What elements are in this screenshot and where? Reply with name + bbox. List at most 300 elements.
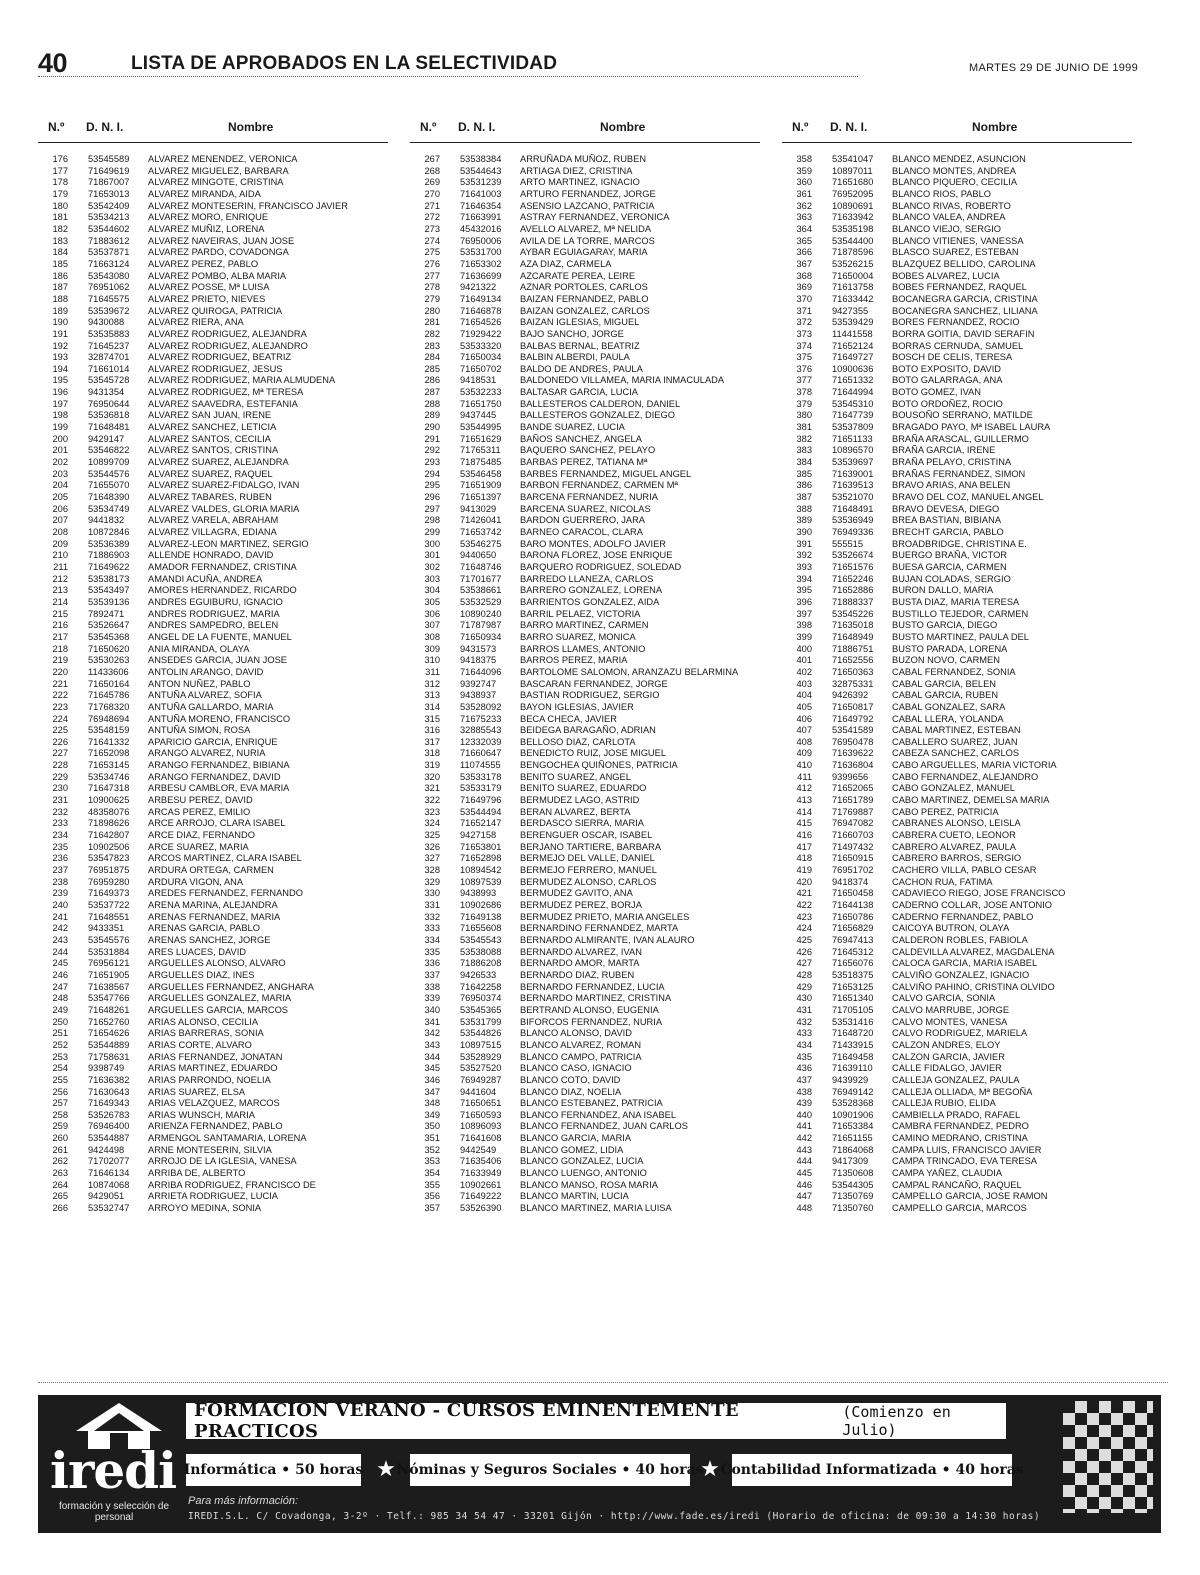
- row-dni: 53548159: [88, 725, 130, 736]
- list-row: [782, 224, 1132, 236]
- row-name: ANSEDES GARCIA, JUAN JOSE: [148, 655, 287, 666]
- row-dni: 71660647: [460, 748, 502, 759]
- list-row: [410, 1203, 760, 1215]
- row-name: ARIAS FERNANDEZ, JONATAN: [148, 1051, 283, 1062]
- row-name: BERMEJO FERRERO, MANUEL: [520, 865, 657, 876]
- list-row: [782, 667, 1132, 679]
- list-row: [782, 317, 1132, 329]
- list-row: [38, 1040, 388, 1052]
- list-row: [410, 562, 760, 574]
- list-row: [782, 818, 1132, 830]
- list-row: [410, 1098, 760, 1110]
- row-dni: 9431354: [88, 387, 125, 398]
- row-name: BLANCO VIEJO, SERGIO: [892, 223, 1002, 234]
- list-row: [38, 818, 388, 830]
- row-number: 262: [52, 1156, 68, 1167]
- row-number: 222: [52, 690, 68, 701]
- list-row: [38, 667, 388, 679]
- list-row: [782, 1191, 1132, 1203]
- list-row: [410, 352, 760, 364]
- row-name: AZA DIAZ, CARMELA: [520, 258, 612, 269]
- list-row: [782, 177, 1132, 189]
- row-number: 229: [52, 771, 68, 782]
- row-number: 298: [424, 515, 440, 526]
- list-row: [38, 877, 388, 889]
- row-name: ANTUÑA ALVAREZ, SOFIA: [148, 690, 262, 701]
- row-dni: 71656829: [832, 923, 874, 934]
- row-dni: 9417309: [832, 1156, 869, 1167]
- row-dni: 9426392: [832, 690, 869, 701]
- list-row: [410, 923, 760, 935]
- row-number: 439: [796, 1098, 812, 1109]
- row-dni: 71644994: [832, 387, 874, 398]
- list-row: [410, 1063, 760, 1075]
- list-row: [782, 772, 1132, 784]
- list-row: [410, 504, 760, 516]
- row-dni: 9426533: [460, 969, 497, 980]
- list-row: [410, 935, 760, 947]
- row-number: 260: [52, 1133, 68, 1144]
- row-name: CADAVIECO RIEGO, JOSE FRANCISCO: [892, 888, 1066, 899]
- row-dni: 10900625: [88, 795, 130, 806]
- row-number: 356: [424, 1191, 440, 1202]
- list-row: [38, 1087, 388, 1099]
- row-dni: 9421322: [460, 282, 497, 293]
- list-row: [410, 247, 760, 259]
- list-row: [782, 1121, 1132, 1133]
- row-name: BLANCO MENDEZ, ASUNCION: [892, 154, 1026, 164]
- row-number: 301: [424, 550, 440, 561]
- list-row: [782, 585, 1132, 597]
- list-row: [410, 993, 760, 1005]
- row-number: 367: [796, 258, 812, 269]
- list-row: [410, 422, 760, 434]
- list-row: [38, 609, 388, 621]
- row-dni: 71651629: [460, 433, 502, 444]
- row-number: 292: [424, 445, 440, 456]
- list-row: [38, 189, 388, 201]
- row-number: 320: [424, 771, 440, 782]
- row-dni: 53526783: [88, 1109, 130, 1120]
- header-number: N.º: [792, 120, 809, 134]
- list-row: [410, 364, 760, 376]
- row-dni: 53545368: [88, 631, 130, 642]
- row-dni: 71649792: [832, 713, 874, 724]
- row-number: 357: [424, 1203, 440, 1214]
- list-row: [782, 958, 1132, 970]
- row-number: 423: [796, 911, 812, 922]
- row-number: 246: [52, 969, 68, 980]
- list-row: [38, 690, 388, 702]
- row-name: CABAL MARTINEZ, ESTEBAN: [892, 725, 1021, 736]
- row-number: 278: [424, 282, 440, 293]
- row-name: BALLESTEROS CALDERON, DANIEL: [520, 398, 681, 409]
- row-dni: 53536818: [88, 410, 130, 421]
- row-name: ALVAREZ-LEON MARTINEZ, SERGIO: [148, 538, 309, 549]
- list-row: [782, 574, 1132, 586]
- row-number: 206: [52, 503, 68, 514]
- row-name: AMADOR FERNANDEZ, CRISTINA: [148, 561, 297, 572]
- row-dni: 71654626: [88, 1028, 130, 1039]
- row-number: 412: [796, 783, 812, 794]
- row-dni: 53544887: [88, 1133, 130, 1144]
- row-number: 274: [424, 235, 440, 246]
- row-number: 198: [52, 410, 68, 421]
- row-name: BLANCO DIAZ, NOELIA: [520, 1086, 622, 1097]
- row-name: BERMEJO DEL VALLE, DANIEL: [520, 853, 655, 864]
- row-name: CABAL FERNANDEZ, SONIA: [892, 666, 1016, 677]
- row-name: CAMPA YAÑEZ, CLAUDIA: [892, 1168, 1003, 1179]
- row-name: CALDEVILLA ALVAREZ, MAGDALENA: [892, 946, 1055, 957]
- row-name: CADERNO FERNANDEZ, PABLO: [892, 911, 1034, 922]
- row-name: BOCANEGRA GARCIA, CRISTINA: [892, 293, 1038, 304]
- contact-address: IREDI.S.L. C/ Covadonga, 3-2º · Telf.: 985 34 54 47 · 33201 Gijón · http://www.fade.es/iredi (Horario de oficina: de 09:30 a 14:30 horas): [188, 1511, 1041, 1522]
- row-name: CALVO MONTES, VANESA: [892, 1016, 1008, 1027]
- row-number: 185: [52, 258, 68, 269]
- row-number: 379: [796, 398, 812, 409]
- list-row: [782, 620, 1132, 632]
- list-row: [410, 1168, 760, 1180]
- list-row: [38, 1168, 388, 1180]
- row-number: 347: [424, 1086, 440, 1097]
- row-name: ALVAREZ SAAVEDRA, ESTEFANIA: [148, 398, 298, 409]
- row-dni: 53546275: [460, 538, 502, 549]
- row-number: 255: [52, 1074, 68, 1085]
- row-number: 387: [796, 492, 812, 503]
- row-dni: 71642807: [88, 830, 130, 841]
- row-dni: 71651397: [460, 492, 502, 503]
- row-dni: 53533179: [460, 783, 502, 794]
- row-dni: 71652898: [460, 853, 502, 864]
- row-dni: 9441604: [460, 1086, 497, 1097]
- list-row: [410, 492, 760, 504]
- row-dni: 10894542: [460, 865, 502, 876]
- list-row: [782, 679, 1132, 691]
- row-dni: 71652098: [88, 748, 130, 759]
- row-name: BARONA FLOREZ, JOSE ENRIQUE: [520, 550, 673, 561]
- row-dni: 53546458: [460, 468, 502, 479]
- list-row: [38, 515, 388, 527]
- row-number: 212: [52, 573, 68, 584]
- list-row: [410, 1040, 760, 1052]
- list-row: [782, 236, 1132, 248]
- row-number: 343: [424, 1039, 440, 1050]
- row-number: 364: [796, 223, 812, 234]
- row-number: 287: [424, 387, 440, 398]
- row-dni: 9392747: [460, 678, 497, 689]
- row-number: 339: [424, 993, 440, 1004]
- row-dni: 71636699: [460, 270, 502, 281]
- row-name: ARROJO DE LA IGLESIA, VANESA: [148, 1156, 297, 1167]
- row-name: ARIAS SUAREZ, ELSA: [148, 1086, 246, 1097]
- row-dni: 71651905: [88, 969, 130, 980]
- row-name: ARDURA VIGON, ANA: [148, 876, 244, 887]
- row-name: BARQUERO RODRIGUEZ, SOLEDAD: [520, 561, 682, 572]
- list-row: [410, 282, 760, 294]
- row-name: ARIAS CORTE, ALVARO: [148, 1039, 252, 1050]
- row-number: 187: [52, 282, 68, 293]
- row-number: 192: [52, 340, 68, 351]
- row-number: 394: [796, 573, 812, 584]
- row-name: ARGUELLES GARCIA, MARCOS: [148, 1004, 289, 1015]
- row-name: ALVAREZ MIGUELEZ, BARBARA: [148, 165, 289, 176]
- list-row: [782, 504, 1132, 516]
- list-row: [782, 1145, 1132, 1157]
- list-row: [410, 877, 760, 889]
- row-name: BARTOLOME SALOMON, ARANZAZU BELARMINA: [520, 666, 739, 677]
- row-number: 253: [52, 1051, 68, 1062]
- row-dni: 10890240: [460, 608, 502, 619]
- row-dni: 53544826: [460, 1028, 502, 1039]
- row-name: CABAL LLERA, YOLANDA: [892, 713, 1004, 724]
- list-row: [782, 947, 1132, 959]
- row-dni: 32885543: [460, 725, 502, 736]
- row-number: 363: [796, 212, 812, 223]
- list-row: [38, 574, 388, 586]
- row-dni: 53526674: [832, 550, 874, 561]
- row-dni: 10897011: [832, 165, 873, 176]
- list-row: [782, 1040, 1132, 1052]
- row-name: CABRERA CUETO, LEONOR: [892, 830, 1016, 841]
- row-name: BOUSOÑO SERRANO, MATILDE: [892, 410, 1033, 421]
- row-name: ARIENZA FERNANDEZ, PABLO: [148, 1121, 283, 1132]
- row-dni: 10890691: [832, 200, 874, 211]
- row-dni: 71652886: [832, 585, 874, 596]
- row-dni: 53532747: [88, 1203, 130, 1214]
- row-dni: 53531700: [460, 247, 502, 258]
- row-dni: 10896093: [460, 1121, 502, 1132]
- list-row: [410, 271, 760, 283]
- row-dni: 71650363: [832, 666, 874, 677]
- row-name: BARRERO GONZALEZ, LORENA: [520, 585, 663, 596]
- row-name: CAMPELLO GARCIA, MARCOS: [892, 1203, 1027, 1214]
- row-name: BLANCO MONTES, ANDREA: [892, 165, 1016, 176]
- row-dni: 71655070: [88, 480, 130, 491]
- row-number: 324: [424, 818, 440, 829]
- row-dni: 71653145: [88, 760, 130, 771]
- list-row: [38, 748, 388, 760]
- row-name: ANTUÑA MORENO, FRANCISCO: [148, 713, 291, 724]
- row-number: 188: [52, 293, 68, 304]
- list-row: [38, 236, 388, 248]
- row-number: 263: [52, 1168, 68, 1179]
- row-number: 313: [424, 690, 440, 701]
- row-name: BERMUDEZ LAGO, ASTRID: [520, 795, 640, 806]
- row-name: BERNARDO ALVAREZ, IVAN: [520, 946, 642, 957]
- row-name: BLANCO CASO, IGNACIO: [520, 1063, 632, 1074]
- row-number: 334: [424, 934, 440, 945]
- row-dni: 76952095: [832, 188, 874, 199]
- row-name: CALOCA GARCIA, MARIA ISABEL: [892, 958, 1038, 969]
- row-name: BALDO DE ANDRES, PAULA: [520, 363, 643, 374]
- row-name: BLANCO VITIENES, VANESSA: [892, 235, 1024, 246]
- row-dni: 53541589: [832, 725, 874, 736]
- row-number: 345: [424, 1063, 440, 1074]
- row-name: ARIAS ALONSO, CECILIA: [148, 1016, 259, 1027]
- row-dni: 71653801: [460, 841, 502, 852]
- rows-container: [38, 154, 388, 1215]
- row-number: 407: [796, 725, 812, 736]
- row-dni: 71652124: [832, 340, 874, 351]
- row-number: 208: [52, 527, 68, 537]
- row-number: 372: [796, 317, 812, 328]
- iredi-logo: [46, 1401, 196, 1527]
- row-dni: 71645786: [88, 690, 130, 701]
- list-row: [410, 702, 760, 714]
- row-number: 290: [424, 422, 440, 433]
- list-row: [38, 702, 388, 714]
- row-dni: 53518375: [832, 969, 874, 980]
- row-dni: 53536389: [88, 538, 130, 549]
- row-number: 446: [796, 1179, 812, 1190]
- list-row: [38, 352, 388, 364]
- row-dni: 76956121: [88, 958, 130, 969]
- row-number: 392: [796, 550, 812, 561]
- row-dni: 9442549: [460, 1144, 497, 1155]
- list-row: [410, 1180, 760, 1192]
- row-name: BOTO GOMEZ, IVAN: [892, 387, 982, 398]
- list-row: [410, 329, 760, 341]
- row-number: 435: [796, 1051, 812, 1062]
- list-row: [782, 1005, 1132, 1017]
- row-dni: 71653742: [460, 527, 502, 537]
- row-dni: 71635018: [832, 620, 874, 631]
- row-number: 230: [52, 783, 68, 794]
- row-dni: 10899709: [88, 457, 130, 468]
- row-number: 436: [796, 1063, 812, 1074]
- row-number: 243: [52, 934, 68, 945]
- list-row: [410, 189, 760, 201]
- row-number: 241: [52, 911, 68, 922]
- row-name: ARES LUACES, DAVID: [148, 946, 246, 957]
- row-dni: 9433351: [88, 923, 125, 934]
- row-name: ALVAREZ RODRIGUEZ, MARIA ALMUDENA: [148, 375, 336, 386]
- list-row: [38, 504, 388, 516]
- advertisement-banner[interactable]: [38, 1395, 1161, 1533]
- page-header: [38, 44, 1138, 84]
- row-name: BUERGO BRAÑA, VICTOR: [892, 550, 1008, 561]
- list-row: [410, 748, 760, 760]
- row-number: 397: [796, 608, 812, 619]
- row-dni: 71350769: [832, 1191, 874, 1202]
- row-number: 408: [796, 736, 812, 747]
- list-row: [782, 364, 1132, 376]
- row-name: CAMINO MEDRANO, CRISTINA: [892, 1133, 1028, 1144]
- row-number: 283: [424, 340, 440, 351]
- list-row: [38, 947, 388, 959]
- row-name: ARROYO MEDINA, SONIA: [148, 1203, 262, 1214]
- row-number: 204: [52, 480, 68, 491]
- list-row: [782, 539, 1132, 551]
- row-number: 247: [52, 981, 68, 992]
- row-name: BLANCO RIOS, PABLO: [892, 188, 992, 199]
- row-dni: 71768320: [88, 701, 130, 712]
- row-number: 349: [424, 1109, 440, 1120]
- row-dni: 53537809: [832, 422, 874, 433]
- row-dni: 71701677: [460, 573, 502, 584]
- list-row: [38, 900, 388, 912]
- list-row: [410, 469, 760, 481]
- row-name: AYBAR EGUIAGARAY, MARIA: [520, 247, 648, 258]
- list-row: [782, 1052, 1132, 1064]
- row-dni: 71649622: [88, 561, 130, 572]
- row-number: 359: [796, 165, 812, 176]
- row-number: 415: [796, 818, 812, 829]
- row-dni: 9427355: [832, 305, 869, 316]
- row-name: CALVIÑO PAHINO, CRISTINA OLVIDO: [892, 981, 1055, 992]
- row-dni: 32874701: [88, 352, 130, 363]
- row-number: 189: [52, 305, 68, 316]
- row-number: 434: [796, 1039, 812, 1050]
- row-number: 200: [52, 433, 68, 444]
- row-name: BLAZQUEZ BELLIDO, CAROLINA: [892, 258, 1036, 269]
- row-name: BOTO EXPOSITO, DAVID: [892, 363, 1002, 374]
- list-row: [38, 1052, 388, 1064]
- list-row: [782, 375, 1132, 387]
- row-number: 355: [424, 1179, 440, 1190]
- row-name: ANTUÑA SIMON, ROSA: [148, 725, 251, 736]
- row-name: ARIAS PARRONDO, NOELIA: [148, 1074, 271, 1085]
- list-row: [38, 865, 388, 877]
- row-number: 443: [796, 1144, 812, 1155]
- list-row: [782, 515, 1132, 527]
- row-name: ALVAREZ PEREZ, PABLO: [148, 258, 259, 269]
- row-dni: 71650817: [832, 701, 874, 712]
- list-row: [410, 900, 760, 912]
- list-row: [410, 527, 760, 539]
- row-number: 251: [52, 1028, 68, 1039]
- row-dni: 10897515: [460, 1039, 502, 1050]
- list-row: [38, 492, 388, 504]
- list-row: [38, 1098, 388, 1110]
- row-number: 395: [796, 585, 812, 596]
- row-dni: 71656076: [832, 958, 874, 969]
- row-name: BARDON GUERRERO, JARA: [520, 515, 646, 526]
- row-number: 340: [424, 1004, 440, 1015]
- list-row: [782, 329, 1132, 341]
- logo-text: iredi: [50, 1441, 177, 1500]
- row-dni: 53534746: [88, 771, 130, 782]
- list-row: [782, 830, 1132, 842]
- list-row: [38, 271, 388, 283]
- row-number: 426: [796, 946, 812, 957]
- row-dni: 71633442: [832, 293, 874, 304]
- row-dni: 71635406: [460, 1156, 502, 1167]
- row-dni: 53521070: [832, 492, 874, 503]
- row-dni: 71650034: [460, 352, 502, 363]
- row-number: 414: [796, 806, 812, 817]
- row-dni: 53535883: [88, 328, 130, 339]
- list-row: [782, 807, 1132, 819]
- header-name: Nombre: [600, 120, 646, 134]
- row-number: 214: [52, 596, 68, 607]
- row-name: BAQUERO SANCHEZ, PELAYO: [520, 445, 656, 456]
- row-name: BENGOCHEA QUIÑONES, PATRICIA: [520, 760, 678, 771]
- list-row: [410, 294, 760, 306]
- row-number: 393: [796, 561, 812, 572]
- row-name: ARCE DIAZ, FERNANDO: [148, 830, 255, 841]
- row-number: 280: [424, 305, 440, 316]
- list-row: [782, 1075, 1132, 1087]
- row-number: 226: [52, 736, 68, 747]
- row-dni: 53545543: [460, 934, 502, 945]
- list-row: [38, 341, 388, 353]
- row-name: BALBAS BERNAL, BEATRIZ: [520, 340, 640, 351]
- row-name: BIFORCOS FERNANDEZ, NURIA: [520, 1016, 663, 1027]
- list-row: [38, 888, 388, 900]
- row-name: BERDASCO SIERRA, MARIA: [520, 818, 644, 829]
- list-row: [410, 644, 760, 656]
